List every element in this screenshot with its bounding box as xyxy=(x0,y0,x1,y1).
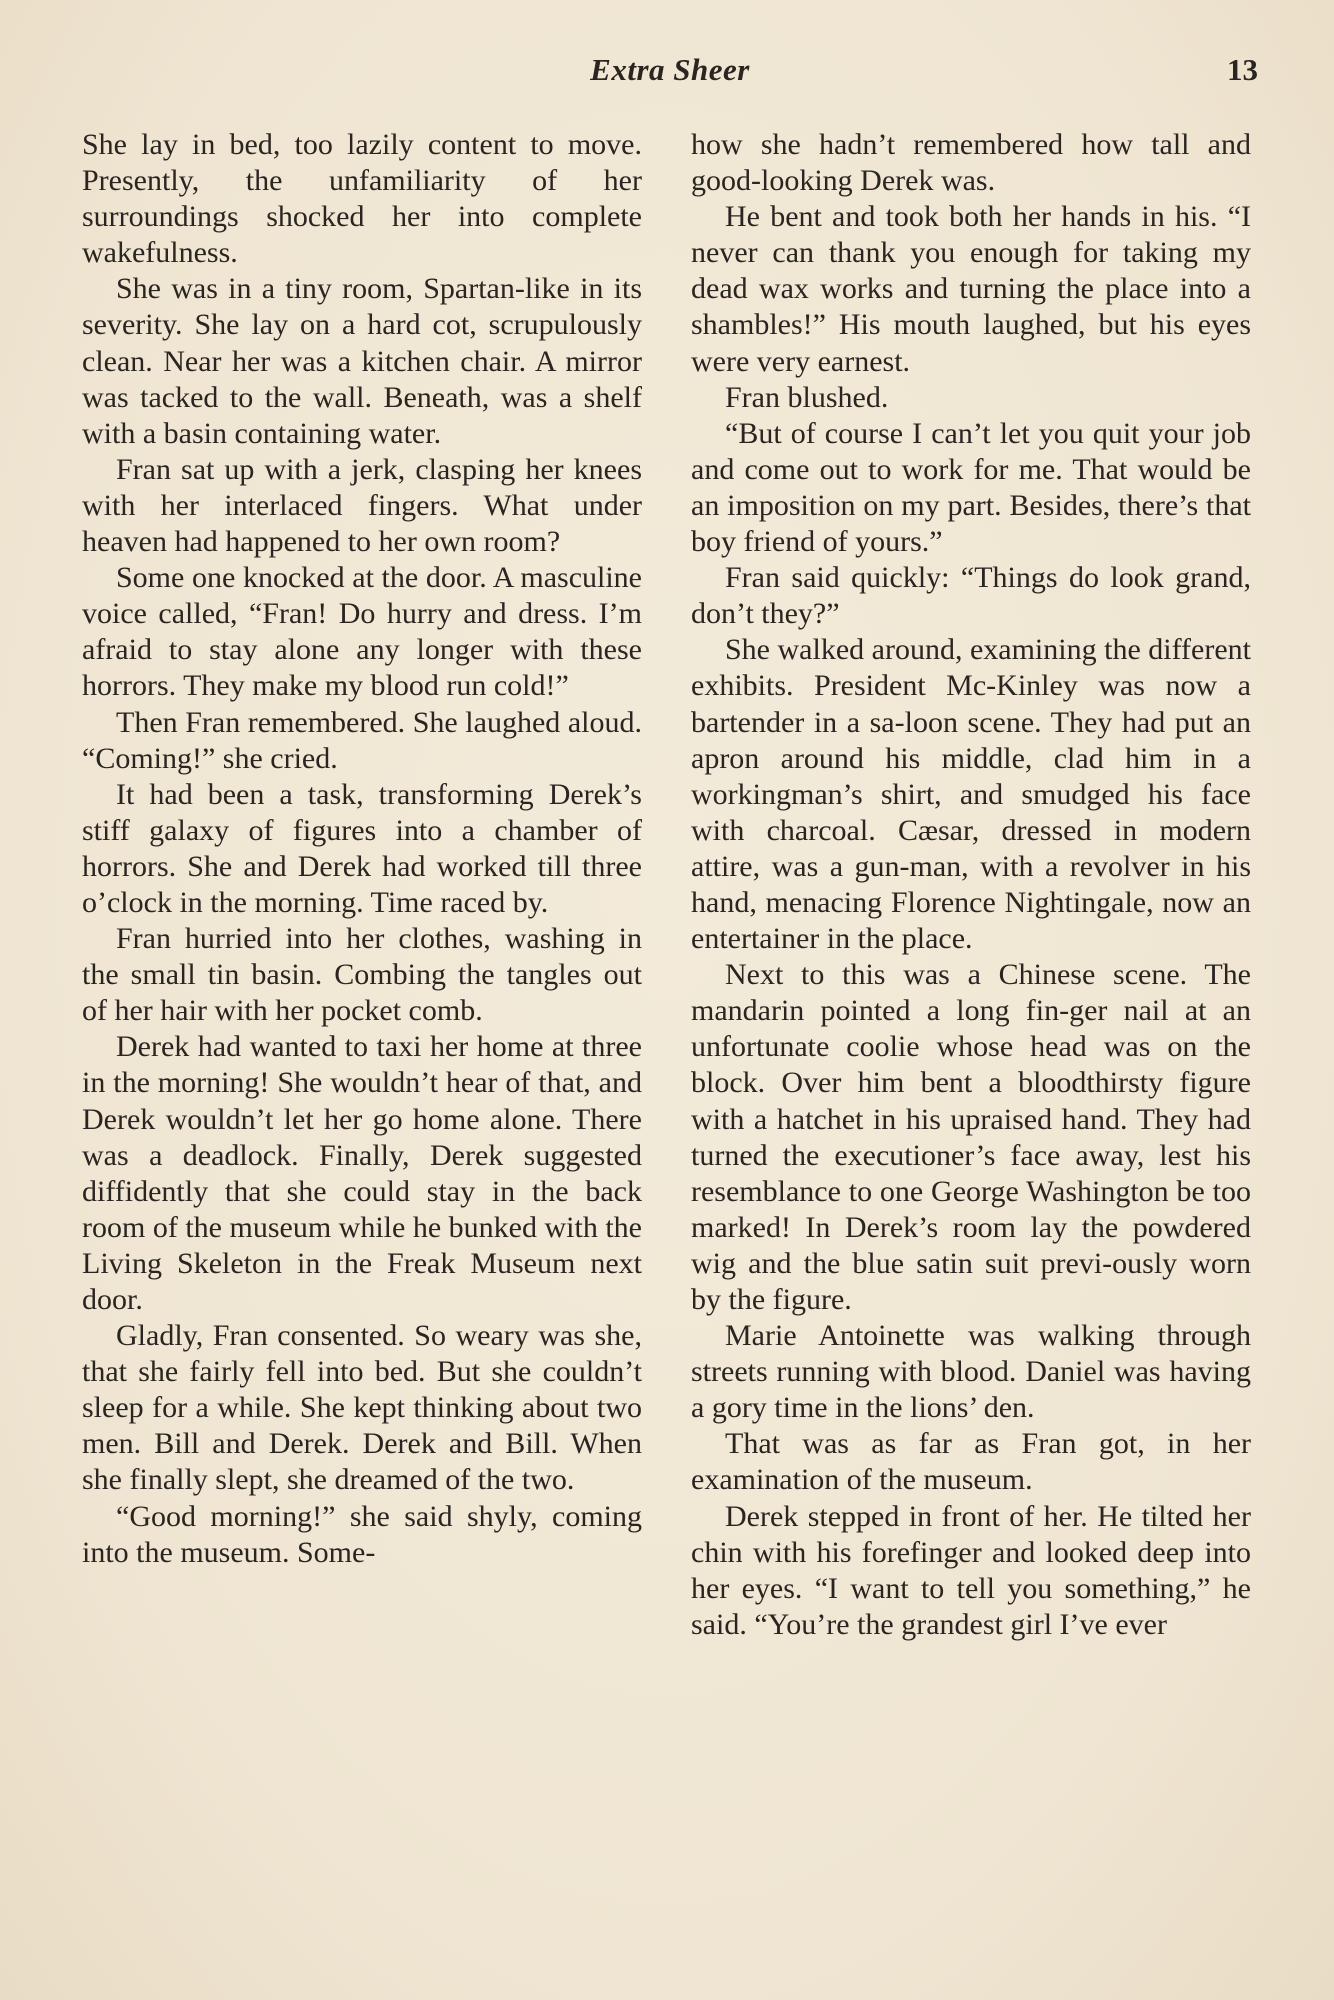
paragraph: how she hadn’t remembered how tall and good-looking Derek was. xyxy=(691,128,1251,198)
right-column xyxy=(691,127,1251,1643)
paragraph: It had been a task, transforming Derek’s stiff galaxy of figures into a chamber of horrors. She and Derek had worked till three o’clock in the morning. Time raced by. xyxy=(82,777,642,919)
paragraph: Fran hurried into her clothes, washing in the small tin basin. Combing the tangles out of her hair with her pocket comb. xyxy=(82,922,642,1028)
page-number: 13 xyxy=(1227,52,1258,87)
paragraph: She walked around, examining the different exhibits. President Mc-Kinley was now a bartender in a sa-loon scene. They had put an apron around his middle, clad him in a workingman’s shirt, and smudged his face with charcoal. Cæsar, dressed in modern attire, was a gun-man, with a revolver in his hand, menacing Florence Nightingale, now an entertainer in the place. xyxy=(691,633,1251,956)
running-header-title: Extra Sheer xyxy=(590,52,750,87)
paragraph: Fran said quickly: “Things do look grand, don’t they?” xyxy=(691,561,1251,631)
paragraph: “But of course I can’t let you quit your job and come out to work for me. That would be an imposition on my part. Besides, there’s that boy friend of yours.” xyxy=(691,416,1251,559)
paragraph: Gladly, Fran consented. So weary was she, that she fairly fell into bed. But she couldn’t sleep for a while. She kept thinking about two men. Bill and Derek. Derek and Bill. When she finally slept, she dreamed of the two. xyxy=(82,1319,642,1497)
paragraph: Marie Antoinette was walking through streets running with blood. Daniel was having a gory time in the lions’ den. xyxy=(691,1319,1251,1425)
paragraph: “Good morning!” she said shyly, coming into the museum. Some- xyxy=(82,1499,642,1569)
paragraph: Some one knocked at the door. A masculine voice called, “Fran! Do hurry and dress. I’m afraid to stay alone any longer with these horrors. They make my blood run cold!” xyxy=(82,561,642,703)
left-column xyxy=(82,127,642,1571)
paragraph: Fran blushed. xyxy=(725,380,889,414)
paragraph: Next to this was a Chinese scene. The mandarin pointed a long fin-ger nail at an unfortunate coolie whose head was on the block. Over him bent a bloodthirsty figure with a hatchet in his upraised hand. They had turned the executioner’s face away, lest his resemblance to one George Washington be too marked! In Derek’s room lay the powdered wig and the blue satin suit previ-ously worn by the figure. xyxy=(691,958,1251,1316)
paragraph: He bent and took both her hands in his. “I never can thank you enough for taking my dead wax works and turning the place into a shambles!” His mouth laughed, but his eyes were very earnest. xyxy=(691,200,1251,378)
paragraph: Derek had wanted to taxi her home at three in the morning! She wouldn’t hear of that, and Derek wouldn’t let her go home alone. There was a deadlock. Finally, Derek suggested diffidently that she could stay in the back room of the museum while he bunked with the Living Skeleton in the Freak Museum next door. xyxy=(82,1030,642,1316)
paragraph: Fran sat up with a jerk, clasping her knees with her interlaced fingers. What under heaven had happened to her own room? xyxy=(82,452,642,559)
paragraph: That was as far as Fran got, in her examination of the museum. xyxy=(691,1427,1251,1497)
paragraph: Then Fran remembered. She laughed aloud. “Coming!” she cried. xyxy=(82,705,642,775)
paragraph: She lay in bed, too lazily content to move. Presently, the unfamiliarity of her surroundings shocked her into complete wakefulness. xyxy=(82,128,642,270)
paragraph: She was in a tiny room, Spartan-like in its severity. She lay on a hard cot, scrupulously clean. Near her was a kitchen chair. A mirror was tacked to the wall. Beneath, was a shelf with a basin containing water. xyxy=(82,272,642,450)
paragraph: Derek stepped in front of her. He tilted her chin with his forefinger and looked deep into her eyes. “I want to tell you something,” he said. “You’re the grandest girl I’ve ever xyxy=(691,1499,1251,1641)
